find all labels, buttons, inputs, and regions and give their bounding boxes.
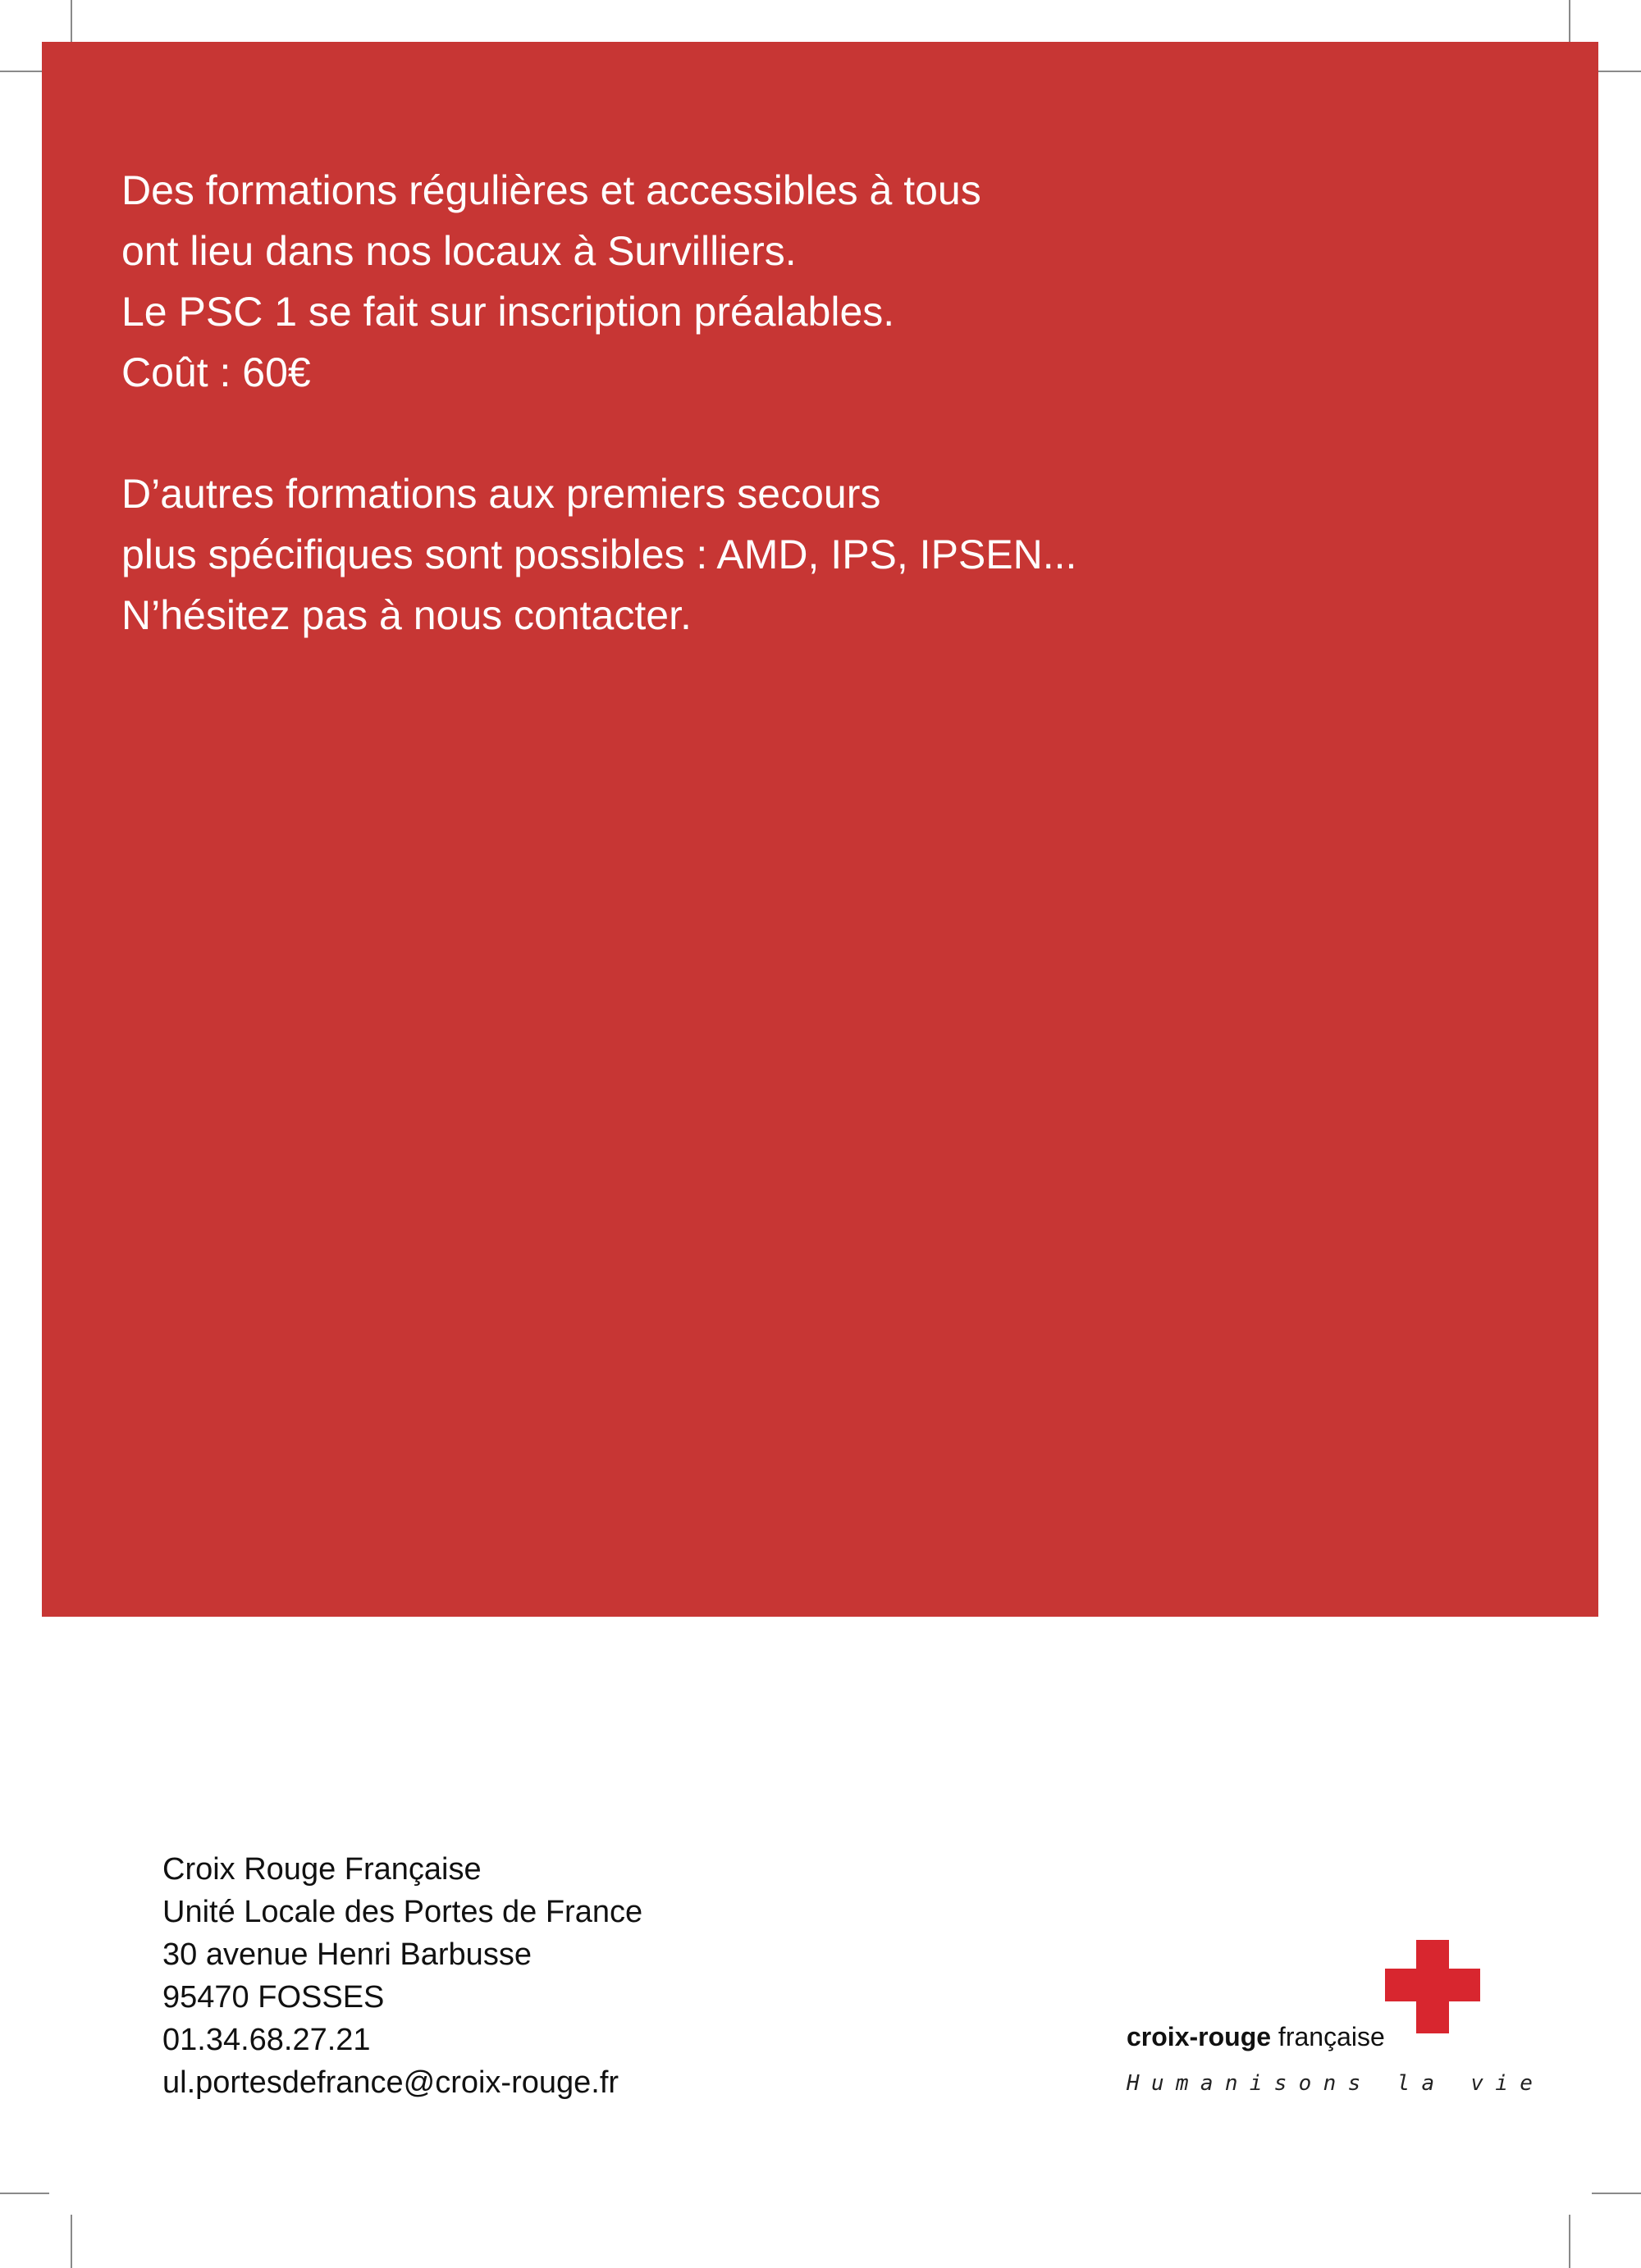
intro-line: ont lieu dans nos locaux à Survilliers. <box>121 228 797 274</box>
organization-name: Croix Rouge Française <box>162 1852 482 1887</box>
crop-mark <box>71 2215 72 2268</box>
brand-bold: croix-rouge <box>1127 2022 1272 2051</box>
postal-city: 95470 FOSSES <box>162 1980 385 2015</box>
contact-invite-line: N’hésitez pas à nous contacter. <box>121 592 692 638</box>
email-address: ul.portesdefrance@croix-rouge.fr <box>162 2065 619 2100</box>
paragraph-gap <box>121 403 1516 463</box>
phone-number: 01.34.68.27.21 <box>162 2023 371 2057</box>
address-block <box>162 1848 642 2104</box>
brand-name <box>1127 2022 1385 2052</box>
unit-name: Unité Locale des Portes de France <box>162 1895 643 1929</box>
crop-mark <box>0 2193 49 2194</box>
intro-line: plus spécifiques sont possibles : AMD, IPS, IPSEN... <box>121 532 1077 577</box>
brand-regular: française <box>1278 2022 1385 2051</box>
cross-vertical-bar <box>1416 1940 1449 2033</box>
brand-tagline: Humanisons la vie <box>1127 2071 1545 2096</box>
intro-line: D’autres formations aux premiers secours <box>121 471 881 517</box>
croix-rouge-logo <box>1124 1940 1545 2104</box>
training-info-text <box>121 160 1516 646</box>
crop-mark <box>1569 2215 1570 2268</box>
price-line: Coût : 60€ <box>121 349 311 395</box>
crop-mark <box>1592 71 1641 72</box>
street-address: 30 avenue Henri Barbusse <box>162 1937 532 1972</box>
crop-mark <box>1592 2193 1641 2194</box>
intro-line: Des formations régulières et accessibles à tous <box>121 167 981 213</box>
intro-line: Le PSC 1 se fait sur inscription préalables. <box>121 289 895 335</box>
